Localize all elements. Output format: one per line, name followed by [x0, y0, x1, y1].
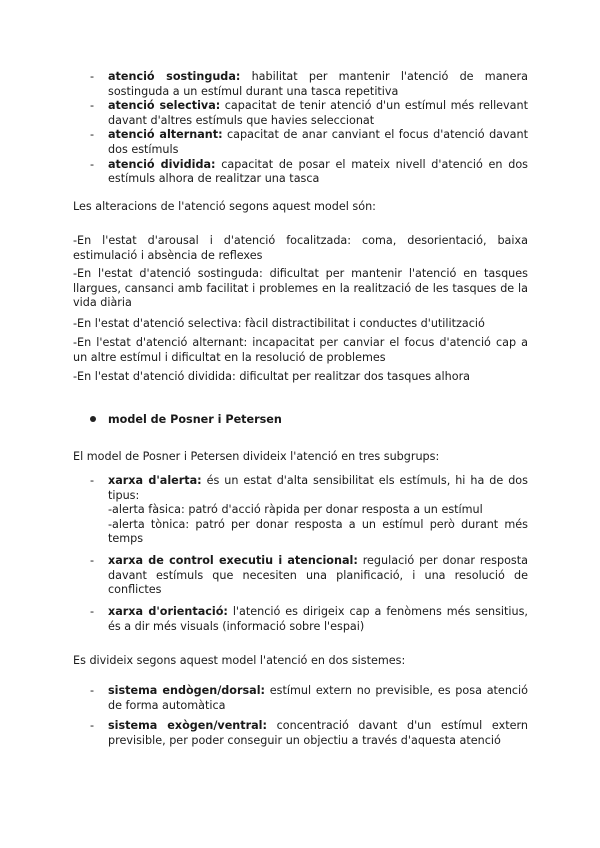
- list-item: - sistema exògen/ventral: concentració davant d'un estímul extern previsible, per poder conseguir un objectiu a través d'aquesta atenció: [90, 719, 528, 748]
- systems-intro: Es divideix segons aquest model l'atenció en dos sistemes:: [73, 654, 406, 667]
- alteration-line: -En l'estat d'atenció dividida: dificultat per realitzar dos tasques alhora: [73, 370, 471, 383]
- systems-list: [90, 684, 528, 713]
- alterations-intro: Les alteracions de l'atenció segons aquest model són:: [73, 200, 376, 213]
- section-heading: model de Posner i Petersen: [90, 413, 520, 428]
- sub-item: -alerta tònica: patró per donar resposta a un estímul però durant més temps: [108, 517, 528, 546]
- alteration-line: -En l'estat d'atenció sostinguda: dificultat per mantenir l'atenció en tasques llargues, cansanci amb facilitat i problemes en la realització de les tasques de la vida diària: [73, 267, 528, 310]
- alteration-line: -En l'estat d'atenció alternant: incapacitat per canviar el focus d'atenció cap a un altre estímul i dificultat en la resolució de problemes: [73, 336, 528, 364]
- alteration-line: -En l'estat d'arousal i d'atenció focalitzada: coma, desorientació, baixa estimulació i absència de reflexes: [73, 234, 528, 262]
- attention-types-list: [90, 70, 528, 187]
- list-item: - sistema endògen/dorsal: estímul extern no previsible, es posa atenció de forma automàtica: [90, 684, 528, 713]
- list-item: - atenció alternant: capacitat de anar canviant el focus d'atenció davant dos estímuls: [90, 128, 528, 157]
- posner-intro: El model de Posner i Petersen divideix l'atenció en tres subgrups:: [73, 450, 440, 463]
- posner-list: [90, 474, 528, 547]
- list-item: - xarxa d'alerta: és un estat d'alta sensibilitat els estímuls, hi ha de dos tipus: -alerta fàsica: patró d'acció ràpida per donar resposta a un estímul -alerta tònica: patró per donar resposta a un estímul però durant més temps: [90, 474, 528, 547]
- bullet-icon: [90, 416, 96, 422]
- list-item: - xarxa de control executiu i atencional: regulació per donar resposta davant estímuls que necesiten una planificació, i una resolució de conflictes: [90, 554, 528, 598]
- list-item: - atenció dividida: capacitat de posar el mateix nivell d'atenció en dos estímuls alhora de realitzar una tasca: [90, 158, 528, 187]
- list-item: - atenció selectiva: capacitat de tenir atenció d'un estímul més rellevant davant d'altres estímuls que havies seleccionat: [90, 99, 528, 128]
- list-item: - atenció sostinguda: habilitat per mantenir l'atenció de manera sostinguda a un estímul durant una tasca repetitiva: [90, 70, 528, 99]
- list-item: - xarxa d'orientació: l'atenció es dirigeix cap a fenòmens més sensitius, és a dir més visuals (informació sobre l'espai): [90, 605, 528, 634]
- alteration-line: -En l'estat d'atenció selectiva: fàcil distractibilitat i conductes d'utilització: [73, 317, 485, 330]
- sub-item: -alerta fàsica: patró d'acció ràpida per donar resposta a un estímul: [108, 503, 483, 517]
